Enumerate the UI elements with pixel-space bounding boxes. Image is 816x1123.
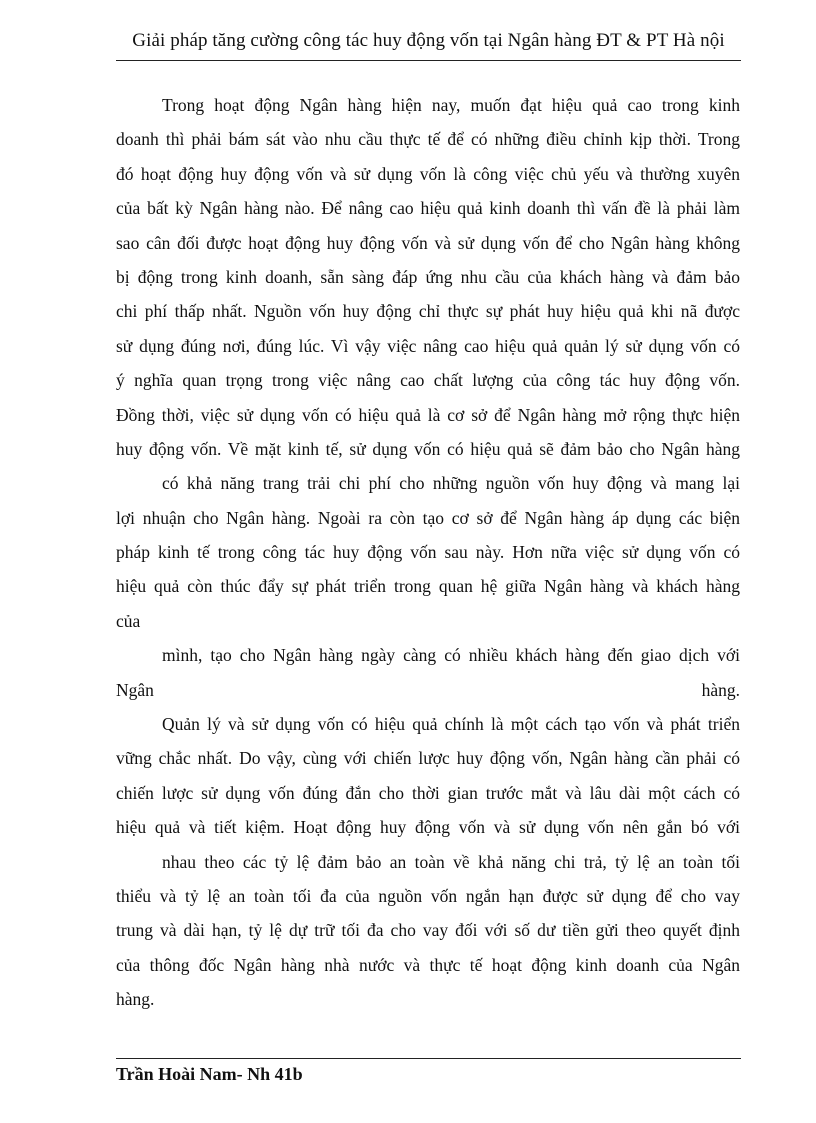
text-line: có khả năng trang trải chi phí cho những nguồn vốn huy động và mang lại [162,473,740,494]
text-line: mình, tạo cho Ngân hàng ngày càng có nhiều khách hàng đến giao dịch với [162,645,740,666]
footer-divider [116,1058,741,1059]
text-line: của thông đốc Ngân hàng nhà nước và thực tế hoạt động kinh doanh của Ngân [116,954,740,975]
text-line: Trong hoạt động Ngân hàng hiện nay, muốn đạt hiệu quả cao trong kinh [162,95,740,115]
text-line: doanh thì phải bám sát vào nhu cầu thực tế để có những điều chỉnh kịp thời. Trong [116,129,740,150]
text-line: sao cân đối được hoạt động huy động vốn và sử dụng vốn để cho Ngân hàng không [116,232,740,253]
text-line: của [116,610,141,631]
text-line: đó hoạt động huy động vốn và sử dụng vốn là công việc chủ yếu và thường xuyên [116,163,740,184]
text-line: lợi nhuận cho Ngân hàng. Ngoài ra còn tạo cơ sở để Ngân hàng áp dụng các biện [116,507,740,528]
text-line [116,673,740,707]
text-fragment-left: Ngân [116,679,154,700]
text-line: chi phí thấp nhất. Nguồn vốn huy động chỉ thực sự phát huy hiệu quả khi nã được [116,301,740,322]
text-line: chiến lược sử dụng vốn đúng đắn cho thời gian trước mắt và lâu dài một cách có [116,782,740,803]
text-line: sử dụng đúng nơi, đúng lúc. Vì vậy việc nâng cao hiệu quả quản lý sử dụng vốn có [116,335,740,356]
document-body [116,88,740,1017]
text-line: Đồng thời, việc sử dụng vốn có hiệu quả là cơ sở để Ngân hàng mở rộng thực hiện [116,404,740,425]
text-line: vững chắc nhất. Do vậy, cùng với chiến lược huy động vốn, Ngân hàng cần phải có [116,748,740,769]
footer-author: Trần Hoài Nam- Nh 41b [116,1064,303,1084]
page-header-title: Giải pháp tăng cường công tác huy động vốn tại Ngân hàng ĐT & PT Hà nội [132,30,725,51]
text-line: thiểu và tỷ lệ an toàn tối đa của nguồn vốn ngắn hạn được sử dụng để cho vay [116,885,740,906]
text-line: Quản lý và sử dụng vốn có hiệu quả chính là một cách tạo vốn và phát triển [162,714,740,735]
text-fragment-right: hàng. [701,679,740,700]
text-line: hàng. [116,989,155,1010]
text-line: hiệu quả còn thúc đẩy sự phát triển trong quan hệ giữa Ngân hàng và khách hàng [116,576,740,597]
text-line: huy động vốn. Về mặt kinh tế, sử dụng vốn có hiệu quả sẽ đảm bảo cho Ngân hàng [116,438,740,459]
header-divider [116,60,741,61]
text-line: nhau theo các tỷ lệ đảm bảo an toàn về khả năng chi trả, tỷ lệ an toàn tối [162,851,740,872]
text-line: của bất kỳ Ngân hàng nào. Để nâng cao hiệu quả kinh doanh thì vấn đề là phải làm [116,198,740,219]
text-line: hiệu quả và tiết kiệm. Hoạt động huy động vốn và sử dụng vốn nên gắn bó với [116,817,740,838]
text-line: pháp kinh tế trong công tác huy động vốn sau này. Hơn nữa việc sử dụng vốn có [116,542,740,563]
text-line: trung và dài hạn, tỷ lệ dự trữ tối đa cho vay đối với số dư tiền gửi theo quyết định [116,920,740,941]
text-line: ý nghĩa quan trọng trong việc nâng cao chất lượng của công tác huy động vốn. [116,370,740,391]
text-line: bị động trong kinh doanh, sẵn sàng đáp ứng nhu cầu của khách hàng và đảm bảo [116,266,740,287]
